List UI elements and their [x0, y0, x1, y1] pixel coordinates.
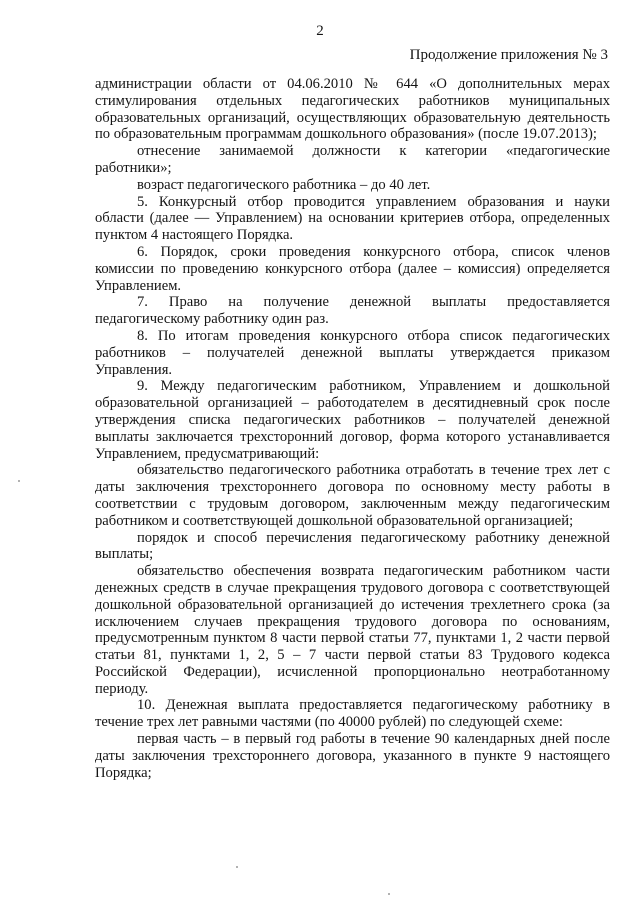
paragraph: обязательство педагогического работника отработать в течение трех лет с даты заключения трехстороннего договора по основному месту работы в соответствии с трудовым договором, заключенным между педагогическим работником и соответствующей дошкольной образовательной организацией; [95, 462, 610, 529]
scan-speck [388, 893, 390, 895]
paragraph: администрации области от 04.06.2010 № 644 «О дополнительных мерах стимулирования отдельных педагогических работников муниципальных образовательных организаций, осуществляющих образовательную деятельность по образовательным программам дошкольного образования» (после 19.07.2013); [95, 76, 610, 143]
appendix-continuation-note: Продолжение приложения № 3 [409, 47, 608, 63]
scan-speck [18, 480, 20, 482]
paragraph: отнесение занимаемой должности к категории «педагогические работники»; [95, 143, 610, 176]
paragraph: 10. Денежная выплата предоставляется педагогическому работнику в течение трех лет равными частями (по 40000 рублей) по следующей схеме: [95, 697, 610, 731]
paragraph: 9. Между педагогическим работником, Управлением и дошкольной образовательной организацией – работодателем в десятидневный срок после утверждения списка педагогических работников – получателей денежной выплаты заключается трехсторонний договор, форма которого устанавливается Управлением, предусматривающий: [95, 378, 610, 462]
paragraph: 6. Порядок, сроки проведения конкурсного отбора, список членов комиссии по проведению конкурсного отбора (далее – комиссия) определяется Управлением. [95, 243, 610, 294]
paragraph: 8. По итогам проведения конкурсного отбора список педагогических работников – получателей денежной выплаты утверждается приказом Управления. [95, 327, 610, 378]
paragraph: обязательство обеспечения возврата педагогическим работником части денежных средств в случае прекращения трудового договора с соответствующей дошкольной образовательной организацией до истечения трехлетнего срока (за исключением случаев прекращения трудового договора по основаниям, предусмотренным пунктом 8 части первой статьи 77, пунктами 1, 2 части первой статьи 81, пунктами 1, 2, 5 – 7 части первой статьи 83 Трудового кодекса Российской Федерации), исчисленной пропорционально неотработанному периоду. [95, 563, 610, 697]
paragraph: возраст педагогического работника – до 40 лет. [137, 176, 431, 193]
scan-speck [236, 866, 238, 868]
paragraph: первая часть – в первый год работы в течение 90 календарных дней после даты заключения трехстороннего договора, указанного в пункте 9 настоящего Порядка; [95, 731, 610, 781]
paragraph: порядок и способ перечисления педагогическому работнику денежной выплаты; [95, 529, 610, 563]
document-body [95, 76, 610, 781]
paragraph: 7. Право на получение денежной выплаты предоставляется педагогическому работнику один раз. [95, 294, 610, 328]
page-number: 2 [316, 23, 324, 39]
paragraph: 5. Конкурсный отбор проводится управлением образования и науки области (далее — Управлением) на основании критериев отбора, определенных пунктом 4 настоящего Порядка. [95, 193, 610, 244]
